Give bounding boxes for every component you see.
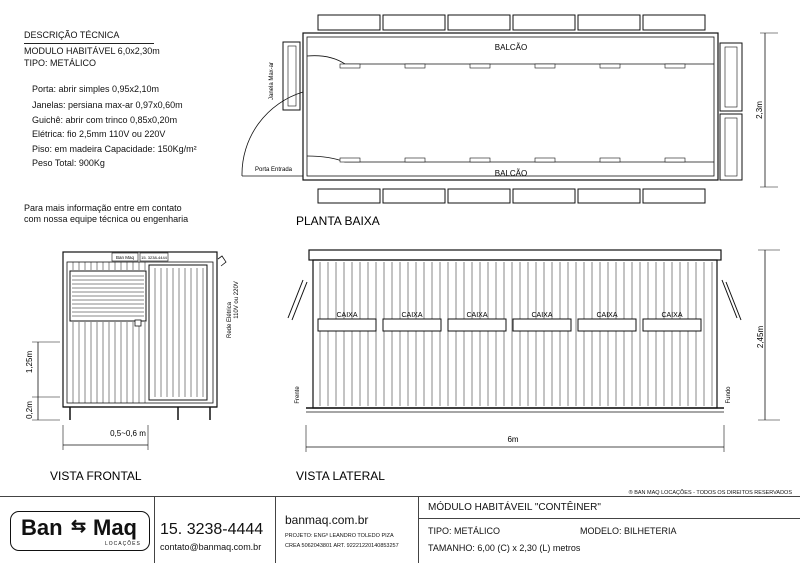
side-cashier-label: CAIXA (466, 312, 488, 319)
front-id-text: 15. 3238-4444 (141, 255, 167, 260)
side-roof (309, 250, 721, 260)
door-label: Porta Entrada (255, 167, 293, 173)
side-flap-front (288, 280, 307, 320)
side-height-label: 2,45m (756, 325, 765, 349)
side-body (313, 260, 717, 408)
logo-subtitle: LOCAÇÕES (105, 541, 141, 547)
side-cashier-label: CAIXA (336, 312, 358, 319)
side-cashier-label: CAIXA (401, 312, 423, 319)
front-logo-text: Ban Maq (115, 255, 135, 260)
contact-phone[interactable]: 15. 3238-4444 (160, 521, 264, 538)
electric-connection-icon (218, 256, 226, 266)
banmaq-logo (10, 511, 150, 551)
side-cashier-window (643, 319, 701, 331)
front-width-label: 0,5~0,6 m (110, 429, 146, 438)
side-flap-back (722, 280, 741, 320)
spec-item-counter-window: Guichê: abrir com trinco 0,85x0,20m (32, 115, 178, 125)
side-cashier-window (448, 319, 506, 331)
side-cashier-window (513, 319, 571, 331)
module-model: MODELO: BILHETERIA (580, 526, 677, 536)
front-title: VISTA FRONTAL (50, 469, 142, 483)
spec-type: TIPO: METÁLICO (24, 58, 97, 68)
spec-item-electric: Elétrica: fio 2,5mm 110V ou 220V (32, 129, 166, 139)
side-title: VISTA LATERAL (296, 469, 385, 483)
module-title: MÓDULO HABITÁVEIL "CONTÊINER" (428, 502, 601, 513)
side-cashier-window (578, 319, 636, 331)
spec-heading: DESCRIÇÃO TÉCNICA (24, 30, 120, 40)
electric-label-2: 110V ou 220V (234, 281, 240, 319)
logo-arrows-icon: ⇆ (71, 516, 87, 536)
spec-model: MODULO HABITÁVEL 6,0x2,30m (24, 46, 160, 56)
front-door-handle (135, 320, 141, 326)
spec-item-floor: Piso: em madeira Capacidade: 150Kg/m² (32, 144, 197, 154)
logo-right-word: Maq (93, 515, 137, 540)
side-corrugation (320, 262, 712, 406)
contact-note-1: Para mais informação entre em contato (24, 203, 182, 213)
module-size: TAMANHO: 6,00 (C) x 2,30 (L) metros (428, 543, 581, 553)
counter-top-label: BALCÃO (494, 43, 528, 52)
title-block-divider-3 (418, 496, 419, 563)
spec-item-door: Porta: abrir simples 0,95x2,10m (32, 84, 160, 94)
website-link[interactable]: banmaq.com.br (285, 513, 369, 527)
side-cashier-label: CAIXA (596, 312, 618, 319)
plan-title: PLANTA BAIXA (296, 214, 380, 228)
spec-item-weight: Peso Total: 900Kg (32, 158, 105, 168)
copyright-note: ® BAN MAQ LOCAÇÕES - TODOS OS DIREITOS RESERVADOS (628, 490, 792, 496)
spec-item-windows: Janelas: persiana max-ar 0,97x0,60m (32, 100, 183, 110)
title-block-divider-2 (275, 496, 276, 563)
contact-note-2: com nossa equipe técnica ou engenharia (24, 214, 189, 224)
module-type: TIPO: METÁLICO (428, 526, 501, 536)
plan-width-label: 2,3m (755, 101, 764, 119)
title-block-divider-1 (154, 496, 155, 563)
logo-left-word: Ban (21, 515, 63, 540)
counter-bottom-label: BALCÃO (494, 169, 528, 178)
side-length-label: 6m (507, 435, 519, 444)
side-cashier-label: CAIXA (531, 312, 553, 319)
front-base-label: 0,2m (25, 401, 34, 419)
contact-email[interactable]: contato@banmaq.com.br (160, 542, 262, 552)
side-cashier-window (318, 319, 376, 331)
front-door (149, 265, 207, 400)
side-view (270, 0, 800, 490)
window-label: Janela Max-ar (269, 61, 275, 100)
title-block-rule (418, 518, 800, 519)
side-cashier-label: CAIXA (661, 312, 683, 319)
side-cashier-window (383, 319, 441, 331)
side-front-label: Frente (295, 386, 301, 404)
crea-registration: CREA 5062043801 ART. 92221220140853257 (285, 543, 399, 549)
project-engineer: PROJETO: ENGº LEANDRO TOLEDO PIZA (285, 533, 394, 539)
side-windows (318, 312, 701, 331)
front-view (0, 0, 280, 490)
front-height-label: 1,25m (25, 350, 34, 374)
side-back-label: Fundo (726, 386, 732, 404)
electric-label-1: Rede Elétrica (227, 301, 233, 339)
